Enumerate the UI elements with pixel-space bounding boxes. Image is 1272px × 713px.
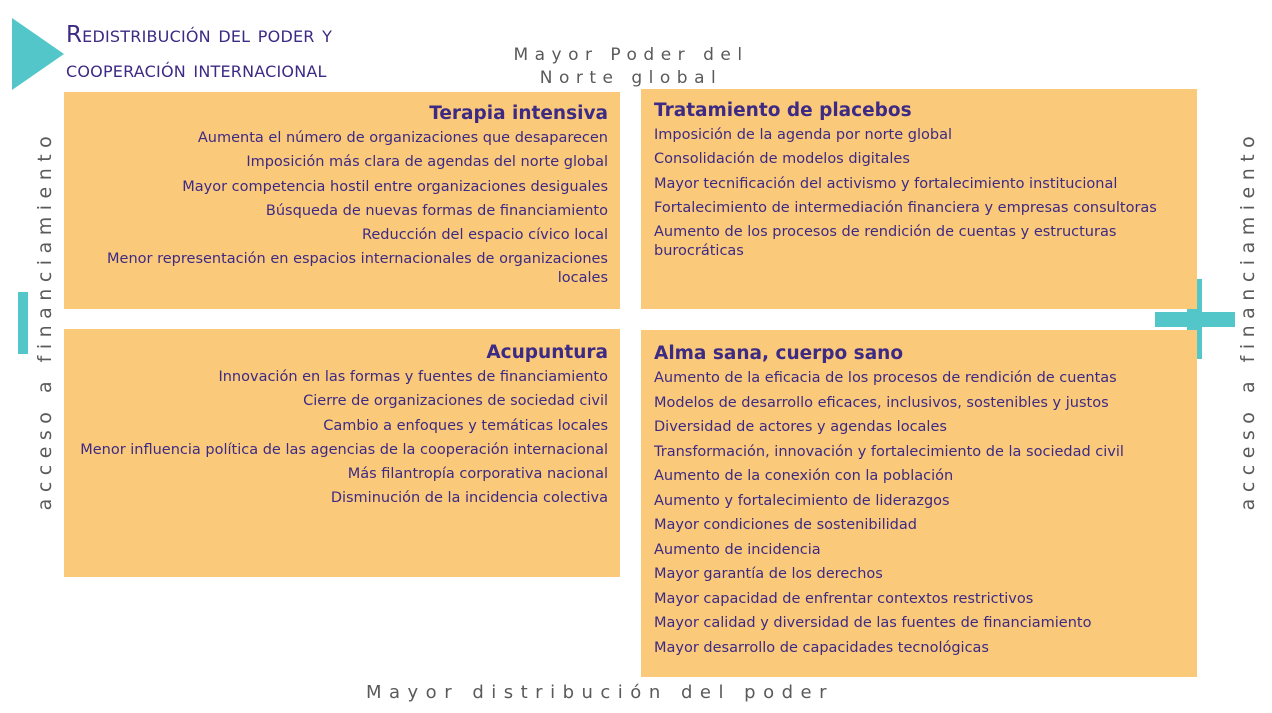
- list-item: Fortalecimiento de intermediación financiera y empresas consultoras: [654, 199, 1157, 216]
- list-item: Aumento de la eficacia de los procesos de rendición de cuentas: [654, 370, 1117, 386]
- axis-top-line-1: Mayor Poder del: [513, 45, 749, 65]
- axis-right-label: acceso a financiamiento: [1237, 129, 1259, 511]
- title-triangle-icon: [12, 18, 64, 90]
- quadrant-terapia-intensiva: [64, 92, 620, 309]
- list-item: Aumento de la conexión con la población: [654, 468, 954, 484]
- quadrant-list: [74, 129, 608, 288]
- list-item: Cierre de organizaciones de sociedad civil: [303, 393, 608, 410]
- list-item: Mayor garantía de los derechos: [654, 566, 883, 582]
- list-item: Mayor calidad y diversidad de las fuentes de financiamiento: [654, 615, 1092, 631]
- title-line-1: Redistribución del poder y: [66, 22, 333, 48]
- list-item: Aumento y fortalecimiento de liderazgos: [654, 492, 950, 509]
- axis-top-line-2: Norte global: [539, 68, 723, 88]
- list-item: Modelos de desarrollo eficaces, inclusivos, sostenibles y justos: [654, 394, 1109, 411]
- list-item: Más filantropía corporativa nacional: [347, 466, 608, 483]
- axis-bottom-label: Mayor distribución del poder: [365, 682, 835, 703]
- quadrant-title: Tratamiento de placebos: [654, 100, 912, 121]
- minus-icon: [18, 292, 28, 354]
- list-item: Aumento de los procesos de rendición de cuentas y estructuras burocráticas: [654, 224, 1117, 260]
- quadrant-alma-sana-cuerpo-sano: [641, 330, 1197, 677]
- axis-left-label: acceso a financiamiento: [34, 129, 56, 511]
- list-item: Búsqueda de nuevas formas de financiamiento: [265, 202, 608, 219]
- list-item: Menor influencia política de las agencias de la cooperación internacional: [80, 441, 608, 458]
- list-item: Mayor competencia hostil entre organizaciones desiguales: [182, 178, 608, 195]
- title-line-2: cooperación internacional: [66, 57, 327, 83]
- list-item: Mayor tecnificación del activismo y fortalecimiento institucional: [654, 175, 1118, 192]
- list-item: Transformación, innovación y fortalecimiento de la sociedad civil: [654, 443, 1124, 460]
- list-item: Mayor capacidad de enfrentar contextos restrictivos: [654, 590, 1034, 607]
- list-item: Imposición de la agenda por norte global: [654, 127, 952, 143]
- list-item: Innovación en las formas y fuentes de financiamiento: [218, 369, 608, 385]
- quadrant-title: Acupuntura: [486, 342, 608, 363]
- quadrant-list: [654, 369, 1191, 658]
- list-item: Aumenta el número de organizaciones que desaparecen: [197, 130, 608, 146]
- list-item: Menor representación en espacios internacionales de organizaciones locales: [107, 251, 608, 287]
- quadrant-list: [74, 368, 608, 508]
- quadrant-title: Alma sana, cuerpo sano: [654, 343, 904, 364]
- list-item: Mayor desarrollo de capacidades tecnológicas: [654, 639, 989, 656]
- list-item: Imposición más clara de agendas del norte global: [246, 154, 608, 171]
- list-item: Cambio a enfoques y temáticas locales: [323, 417, 608, 434]
- list-item: Mayor condiciones de sostenibilidad: [654, 517, 917, 533]
- list-item: Reducción del espacio cívico local: [361, 227, 608, 244]
- quadrant-acupuntura: [64, 329, 620, 577]
- list-item: Aumento de incidencia: [654, 541, 821, 558]
- list-item: Disminución de la incidencia colectiva: [330, 490, 608, 507]
- page-title: [66, 18, 486, 88]
- quadrant-title: Terapia intensiva: [429, 103, 608, 124]
- list-item: Consolidación de modelos digitales: [654, 151, 910, 168]
- quadrant-list: [654, 126, 1187, 261]
- quadrant-tratamiento-de-placebos: [641, 89, 1197, 309]
- axis-top-label: [476, 44, 786, 90]
- plus-icon-horizontal-bar: [1155, 312, 1235, 327]
- list-item: Diversidad de actores y agendas locales: [654, 419, 947, 435]
